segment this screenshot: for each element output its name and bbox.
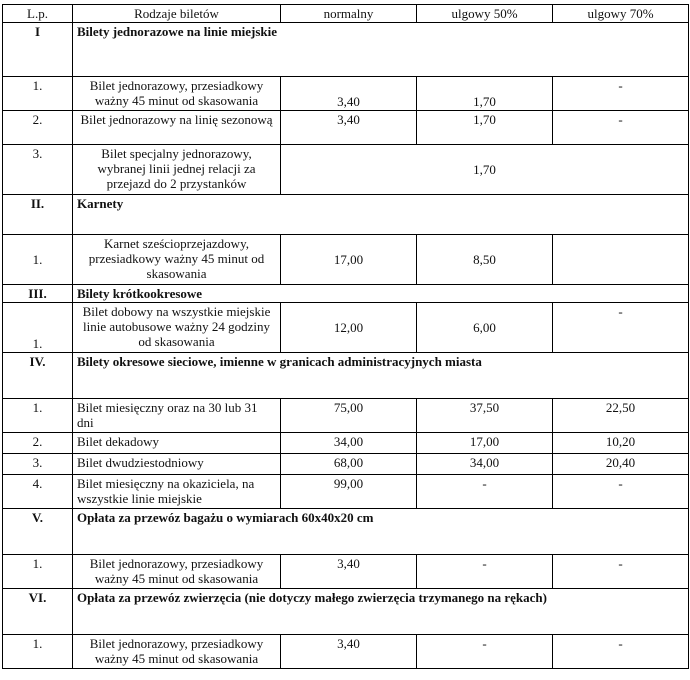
section-number: IV. bbox=[3, 353, 73, 399]
section-row-v bbox=[3, 509, 689, 555]
section-number: I bbox=[3, 23, 73, 77]
price-discount-70: - bbox=[553, 77, 689, 111]
ticket-name: Bilet jednorazowy, przesiadkowy ważny 45 minut od skasowania bbox=[73, 555, 281, 589]
row-lp: 1. bbox=[3, 77, 73, 111]
section-title: Karnety bbox=[73, 195, 689, 235]
section-title: Opłata za przewóz zwierzęcia (nie dotyczy małego zwierzęcia trzymanego na rękach) bbox=[73, 589, 689, 635]
col-header-discount-70: ulgowy 70% bbox=[553, 5, 689, 23]
col-header-lp: L.p. bbox=[3, 5, 73, 23]
price-discount-50: 34,00 bbox=[417, 454, 553, 475]
row-lp: 1. bbox=[3, 235, 73, 285]
table-row bbox=[3, 235, 689, 285]
price-discount-50: 17,00 bbox=[417, 433, 553, 454]
price-discount-50: - bbox=[417, 475, 553, 509]
section-number: VI. bbox=[3, 589, 73, 635]
ticket-name: Bilet dekadowy bbox=[73, 433, 281, 454]
table-row bbox=[3, 111, 689, 145]
section-row-ii bbox=[3, 195, 689, 235]
row-lp: 1. bbox=[3, 399, 73, 433]
price-normal: 68,00 bbox=[281, 454, 417, 475]
price-normal: 75,00 bbox=[281, 399, 417, 433]
ticket-name: Bilet miesięczny oraz na 30 lub 31 dni bbox=[73, 399, 281, 433]
price-discount-50: - bbox=[417, 555, 553, 589]
price-normal: 17,00 bbox=[281, 235, 417, 285]
price-discount-70: - bbox=[553, 635, 689, 669]
price-normal: 99,00 bbox=[281, 475, 417, 509]
price-discount-50: 6,00 bbox=[417, 303, 553, 353]
price-discount-50: 1,70 bbox=[417, 111, 553, 145]
price-discount-50: 8,50 bbox=[417, 235, 553, 285]
section-title: Bilety krótkookresowe bbox=[73, 285, 689, 303]
row-lp: 4. bbox=[3, 475, 73, 509]
price-discount-50: 1,70 bbox=[417, 77, 553, 111]
price-normal: 3,40 bbox=[281, 111, 417, 145]
row-lp: 1. bbox=[3, 635, 73, 669]
price-discount-70: - bbox=[553, 555, 689, 589]
section-number: V. bbox=[3, 509, 73, 555]
table-row bbox=[3, 475, 689, 509]
table-row bbox=[3, 433, 689, 454]
price-normal: 12,00 bbox=[281, 303, 417, 353]
row-lp: 1. bbox=[3, 303, 73, 353]
table-row bbox=[3, 635, 689, 669]
section-row-vi bbox=[3, 589, 689, 635]
col-header-discount-50: ulgowy 50% bbox=[417, 5, 553, 23]
section-title: Bilety okresowe sieciowe, imienne w granicach administracyjnych miasta bbox=[73, 353, 689, 399]
row-lp: 3. bbox=[3, 145, 73, 195]
price-discount-70: - bbox=[553, 303, 689, 353]
price-discount-70 bbox=[553, 235, 689, 285]
section-number: II. bbox=[3, 195, 73, 235]
header-row bbox=[3, 5, 689, 23]
price-discount-70: - bbox=[553, 111, 689, 145]
price-normal: 3,40 bbox=[281, 555, 417, 589]
section-title: Opłata za przewóz bagażu o wymiarach 60x40x20 cm bbox=[73, 509, 689, 555]
price-discount-70: 20,40 bbox=[553, 454, 689, 475]
price-discount-50: 37,50 bbox=[417, 399, 553, 433]
section-title: Bilety jednorazowe na linie miejskie bbox=[73, 23, 689, 77]
ticket-name: Bilet jednorazowy na linię sezonową bbox=[73, 111, 281, 145]
col-header-ticket-type: Rodzaje biletów bbox=[73, 5, 281, 23]
row-lp: 1. bbox=[3, 555, 73, 589]
section-row-i bbox=[3, 23, 689, 77]
ticket-name: Bilet jednorazowy, przesiadkowy ważny 45 minut od skasowania bbox=[73, 77, 281, 111]
ticket-name: Karnet sześcioprzejazdowy, przesiadkowy ważny 45 minut od skasowania bbox=[73, 235, 281, 285]
price-normal: 3,40 bbox=[281, 77, 417, 111]
ticket-name: Bilet dwudziestodniowy bbox=[73, 454, 281, 475]
section-row-iii bbox=[3, 285, 689, 303]
fare-table bbox=[2, 4, 689, 669]
table-row bbox=[3, 303, 689, 353]
price-discount-70: 10,20 bbox=[553, 433, 689, 454]
table-row bbox=[3, 145, 689, 195]
price-discount-70: 22,50 bbox=[553, 399, 689, 433]
ticket-name: Bilet jednorazowy, przesiadkowy ważny 45 minut od skasowania bbox=[73, 635, 281, 669]
table-row bbox=[3, 399, 689, 433]
section-number: III. bbox=[3, 285, 73, 303]
table-row bbox=[3, 555, 689, 589]
table-row bbox=[3, 454, 689, 475]
row-lp: 2. bbox=[3, 111, 73, 145]
price-normal: 34,00 bbox=[281, 433, 417, 454]
row-lp: 3. bbox=[3, 454, 73, 475]
row-lp: 2. bbox=[3, 433, 73, 454]
price-discount-50: - bbox=[417, 635, 553, 669]
col-header-normal: normalny bbox=[281, 5, 417, 23]
table-row bbox=[3, 77, 689, 111]
price-merged: 1,70 bbox=[281, 145, 689, 195]
ticket-name: Bilet miesięczny na okaziciela, na wszystkie linie miejskie bbox=[73, 475, 281, 509]
price-normal: 3,40 bbox=[281, 635, 417, 669]
ticket-name: Bilet specjalny jednorazowy, wybranej linii jednej relacji za przejazd do 2 przystanków bbox=[73, 145, 281, 195]
price-discount-70: - bbox=[553, 475, 689, 509]
section-row-iv bbox=[3, 353, 689, 399]
ticket-name: Bilet dobowy na wszystkie miejskie linie autobusowe ważny 24 godziny od skasowania bbox=[73, 303, 281, 353]
